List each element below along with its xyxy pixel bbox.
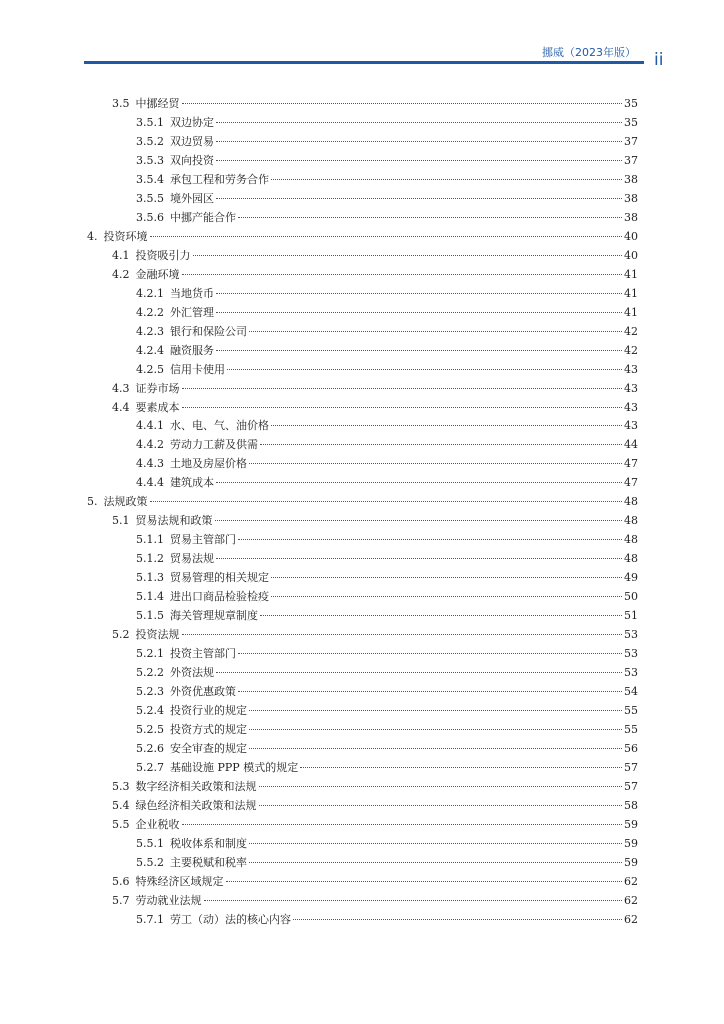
toc-entry-number: 5.2.5 bbox=[136, 723, 164, 736]
toc-entry-title: 企业税收 bbox=[135, 817, 180, 831]
toc-entry[interactable] bbox=[136, 587, 638, 606]
toc-entry[interactable] bbox=[87, 227, 638, 246]
toc-entry[interactable] bbox=[136, 416, 638, 435]
toc-entry-page: 43 bbox=[624, 362, 638, 376]
toc-dot-leader bbox=[249, 862, 622, 863]
toc-dot-leader bbox=[293, 919, 622, 920]
toc-dot-leader bbox=[215, 520, 623, 521]
toc-entry-title: 贸易法规 bbox=[170, 552, 214, 566]
toc-entry-number: 4. bbox=[87, 229, 98, 243]
toc-dot-leader bbox=[259, 805, 623, 806]
toc-entry-title: 投资主管部门 bbox=[170, 647, 236, 661]
toc-entry-title: 劳动力工薪及供需 bbox=[170, 438, 258, 452]
toc-entry-number: 4.2.2 bbox=[136, 305, 164, 319]
toc-entry[interactable] bbox=[112, 398, 638, 417]
toc-entry[interactable] bbox=[112, 246, 638, 265]
toc-entry[interactable] bbox=[136, 530, 638, 549]
toc-entry[interactable] bbox=[136, 606, 638, 625]
toc-entry-page: 56 bbox=[624, 741, 638, 755]
toc-entry-title: 融资服务 bbox=[170, 343, 214, 357]
toc-entry-title: 特殊经济区域规定 bbox=[135, 874, 224, 888]
toc-entry-number: 5.7.1 bbox=[136, 912, 164, 926]
toc-entry-page: 41 bbox=[624, 305, 638, 319]
toc-entry-page: 55 bbox=[624, 723, 638, 736]
toc-dot-leader bbox=[227, 369, 622, 370]
toc-entry-page: 43 bbox=[624, 419, 638, 433]
toc-entry-number: 5.7 bbox=[112, 893, 130, 907]
toc-entry-title: 投资方式的规定 bbox=[170, 723, 247, 736]
toc-entry-number: 4.2.3 bbox=[136, 324, 164, 338]
toc-entry-page: 48 bbox=[624, 533, 638, 547]
toc-entry-number: 4.2.4 bbox=[136, 343, 164, 357]
toc-entry-title: 信用卡使用 bbox=[170, 362, 225, 376]
toc-entry[interactable] bbox=[112, 891, 638, 910]
toc-entry-title: 土地及房屋价格 bbox=[170, 457, 247, 471]
toc-entry-title: 要素成本 bbox=[135, 400, 180, 414]
toc-entry[interactable] bbox=[136, 758, 638, 777]
toc-dot-leader bbox=[216, 160, 622, 161]
toc-entry-title: 贸易主管部门 bbox=[170, 533, 236, 547]
toc-dot-leader bbox=[260, 615, 622, 616]
toc-entry-title: 贸易法规和政策 bbox=[135, 514, 213, 528]
toc-dot-leader bbox=[204, 900, 623, 901]
page-number: ii bbox=[654, 50, 664, 70]
toc-dot-leader bbox=[216, 198, 622, 199]
toc-entry-number: 4.4 bbox=[112, 400, 130, 414]
toc-entry-number: 5.2.7 bbox=[136, 760, 164, 774]
toc-entry[interactable] bbox=[112, 625, 638, 644]
toc-dot-leader bbox=[271, 425, 622, 426]
toc-entry-page: 38 bbox=[624, 210, 638, 224]
toc-dot-leader bbox=[216, 558, 622, 559]
toc-entry[interactable] bbox=[112, 511, 638, 530]
toc-entry-page: 49 bbox=[624, 571, 638, 585]
toc-entry[interactable] bbox=[112, 815, 638, 834]
toc-entry-page: 38 bbox=[624, 172, 638, 186]
toc-dot-leader bbox=[259, 786, 623, 787]
toc-entry[interactable] bbox=[136, 701, 638, 720]
toc-dot-leader bbox=[216, 141, 622, 142]
toc-entry[interactable] bbox=[136, 473, 638, 492]
toc-entry-page: 50 bbox=[624, 590, 638, 604]
toc-entry[interactable] bbox=[112, 777, 638, 796]
toc-entry[interactable] bbox=[136, 322, 638, 341]
toc-entry-title: 水、电、气、油价格 bbox=[170, 419, 269, 433]
toc-entry[interactable] bbox=[136, 208, 638, 227]
toc-entry-number: 5.5.2 bbox=[136, 855, 164, 869]
toc-entry-page: 62 bbox=[624, 912, 638, 926]
toc-entry-page: 42 bbox=[624, 324, 638, 338]
toc-dot-leader bbox=[150, 501, 623, 502]
toc-entry[interactable] bbox=[136, 663, 638, 682]
toc-entry-number: 4.1 bbox=[112, 248, 130, 262]
toc-entry[interactable] bbox=[87, 492, 638, 511]
toc-entry-title: 基础设施 PPP 模式的规定 bbox=[170, 760, 299, 774]
toc-entry-page: 38 bbox=[624, 191, 638, 205]
toc-entry-number: 3.5.1 bbox=[136, 115, 164, 129]
toc-entry-page: 43 bbox=[624, 381, 638, 395]
toc-dot-leader bbox=[300, 767, 622, 768]
toc-entry-title: 证券市场 bbox=[135, 381, 180, 395]
toc-dot-leader bbox=[271, 596, 622, 597]
toc-entry-title: 海关管理规章制度 bbox=[170, 609, 258, 623]
toc-entry-page: 48 bbox=[624, 514, 638, 528]
toc-entry-number: 5.1 bbox=[112, 514, 130, 528]
toc-entry[interactable] bbox=[136, 549, 638, 568]
toc-entry-number: 4.4.2 bbox=[136, 438, 164, 452]
toc-entry-number: 5.1.2 bbox=[136, 552, 164, 566]
toc-entry-number: 5.1.4 bbox=[136, 590, 164, 604]
toc-entry-title: 承包工程和劳务合作 bbox=[170, 172, 269, 186]
toc-dot-leader bbox=[271, 577, 622, 578]
toc-entry[interactable] bbox=[136, 170, 638, 189]
toc-entry-page: 40 bbox=[624, 248, 638, 262]
running-header-title: 挪威（2023年版） bbox=[542, 46, 636, 59]
toc-entry-number: 5.2.2 bbox=[136, 666, 164, 680]
toc-entry[interactable] bbox=[136, 284, 638, 303]
toc-entry-number: 4.2.1 bbox=[136, 286, 164, 300]
header-rule bbox=[84, 61, 644, 64]
toc-entry-number: 3.5.4 bbox=[136, 172, 164, 186]
toc-dot-leader bbox=[216, 293, 622, 294]
toc-entry-title: 外资法规 bbox=[170, 666, 214, 680]
toc-dot-leader bbox=[238, 653, 622, 654]
toc-entry-title: 投资行业的规定 bbox=[170, 704, 247, 718]
toc-entry-number: 3.5.3 bbox=[136, 153, 164, 167]
toc-entry[interactable] bbox=[136, 189, 638, 208]
toc-entry-page: 47 bbox=[624, 476, 638, 490]
toc-entry-title: 主要税赋和税率 bbox=[170, 855, 247, 869]
toc-dot-leader bbox=[182, 824, 623, 825]
toc-entry-page: 57 bbox=[624, 779, 638, 793]
toc-entry[interactable] bbox=[136, 113, 638, 132]
toc-entry[interactable] bbox=[112, 265, 638, 284]
toc-entry-title: 投资吸引力 bbox=[135, 248, 191, 262]
toc-dot-leader bbox=[216, 122, 622, 123]
toc-dot-leader bbox=[249, 710, 622, 711]
toc-dot-leader bbox=[216, 350, 622, 351]
toc-entry-title: 投资法规 bbox=[135, 628, 180, 642]
toc-entry-title: 金融环境 bbox=[135, 267, 180, 281]
toc-entry-page: 62 bbox=[624, 874, 638, 888]
toc-dot-leader bbox=[216, 672, 622, 673]
toc-dot-leader bbox=[216, 312, 622, 313]
toc-entry-title: 双向投资 bbox=[170, 153, 214, 167]
toc-entry-number: 5.1.3 bbox=[136, 571, 164, 585]
toc-entry-number: 5.2 bbox=[112, 628, 130, 642]
toc-entry[interactable] bbox=[112, 796, 638, 815]
toc-dot-leader bbox=[226, 881, 623, 882]
toc-entry-number: 4.2 bbox=[112, 267, 130, 281]
toc-entry[interactable] bbox=[136, 834, 638, 853]
toc-entry-page: 40 bbox=[624, 229, 638, 243]
toc-entry-number: 5.2.3 bbox=[136, 685, 164, 699]
toc-entry-title: 绿色经济相关政策和法规 bbox=[135, 798, 257, 812]
toc-entry-number: 3.5 bbox=[112, 97, 130, 110]
toc-entry[interactable] bbox=[136, 454, 638, 473]
toc-entry-page: 59 bbox=[624, 836, 638, 850]
toc-entry-page: 41 bbox=[624, 267, 638, 281]
toc-entry-number: 5.5.1 bbox=[136, 836, 164, 850]
toc-entry-page: 42 bbox=[624, 343, 638, 357]
toc-dot-leader bbox=[193, 255, 623, 256]
toc-entry[interactable] bbox=[136, 341, 638, 360]
toc-entry-title: 劳工（动）法的核心内容 bbox=[170, 912, 291, 926]
toc-entry-page: 58 bbox=[624, 798, 638, 812]
toc-entry[interactable] bbox=[136, 132, 638, 151]
toc-dot-leader bbox=[249, 843, 622, 844]
toc-entry[interactable] bbox=[136, 435, 638, 454]
toc-entry-number: 4.2.5 bbox=[136, 362, 164, 376]
toc-entry-page: 53 bbox=[624, 647, 638, 661]
toc-dot-leader bbox=[271, 179, 622, 180]
toc-entry-title: 安全审查的规定 bbox=[170, 741, 247, 755]
toc-entry-page: 54 bbox=[624, 685, 638, 699]
toc-dot-leader bbox=[249, 331, 622, 332]
toc-entry-page: 43 bbox=[624, 400, 638, 414]
toc-entry-number: 4.4.1 bbox=[136, 419, 164, 433]
toc-entry[interactable] bbox=[136, 910, 638, 929]
toc-entry-page: 62 bbox=[624, 893, 638, 907]
toc-entry-number: 5.4 bbox=[112, 798, 130, 812]
toc-entry-number: 5.6 bbox=[112, 874, 130, 888]
toc-entry[interactable] bbox=[136, 853, 638, 872]
toc-entry-number: 5.2.6 bbox=[136, 741, 164, 755]
toc-entry-page: 59 bbox=[624, 817, 638, 831]
toc-dot-leader bbox=[216, 482, 622, 483]
toc-entry-page: 53 bbox=[624, 666, 638, 680]
toc-entry-page: 47 bbox=[624, 457, 638, 471]
toc-entry-number: 4.4.3 bbox=[136, 457, 164, 471]
toc-entry-title: 劳动就业法规 bbox=[135, 893, 202, 907]
toc-entry-title: 税收体系和制度 bbox=[170, 836, 247, 850]
toc-entry-page: 57 bbox=[624, 760, 638, 774]
toc-entry-title: 境外园区 bbox=[170, 191, 214, 205]
toc-entry[interactable] bbox=[136, 151, 638, 170]
toc-entry-number: 5.1.5 bbox=[136, 609, 164, 623]
toc-entry-page: 48 bbox=[624, 495, 638, 509]
toc-dot-leader bbox=[182, 407, 623, 408]
toc-entry-title: 法规政策 bbox=[103, 495, 148, 509]
toc-entry[interactable] bbox=[136, 568, 638, 587]
toc-dot-leader bbox=[150, 236, 623, 237]
toc-entry-page: 41 bbox=[624, 286, 638, 300]
toc-dot-leader bbox=[182, 388, 623, 389]
toc-entry-title: 数字经济相关政策和法规 bbox=[135, 779, 257, 793]
toc-dot-leader bbox=[238, 217, 622, 218]
toc-entry[interactable] bbox=[136, 682, 638, 701]
toc-entry-title: 银行和保险公司 bbox=[170, 324, 247, 338]
toc-entry-title: 进出口商品检验检疫 bbox=[170, 590, 269, 604]
toc-entry[interactable] bbox=[136, 644, 638, 663]
toc-entry-number: 3.5.2 bbox=[136, 134, 164, 148]
toc-dot-leader bbox=[182, 274, 623, 275]
toc-entry-number: 5.1.1 bbox=[136, 533, 164, 547]
toc-entry-title: 双边贸易 bbox=[170, 134, 214, 148]
toc-dot-leader bbox=[238, 539, 622, 540]
toc-entry-title: 当地货币 bbox=[170, 286, 214, 300]
toc-entry[interactable] bbox=[136, 360, 638, 379]
toc-entry[interactable] bbox=[136, 303, 638, 322]
toc-entry-number: 5.3 bbox=[112, 779, 130, 793]
toc-dot-leader bbox=[238, 691, 622, 692]
toc-entry[interactable] bbox=[136, 739, 638, 758]
toc-entry-page: 53 bbox=[624, 628, 638, 642]
toc-entry-title: 贸易管理的相关规定 bbox=[170, 571, 269, 585]
toc-entry-title: 双边协定 bbox=[170, 115, 214, 129]
toc-dot-leader bbox=[249, 729, 622, 730]
toc-entry-page: 55 bbox=[624, 704, 638, 718]
toc-entry-page: 37 bbox=[624, 134, 638, 148]
toc-dot-leader bbox=[249, 748, 622, 749]
toc-dot-leader bbox=[249, 463, 622, 464]
toc-entry-title: 中挪产能合作 bbox=[170, 210, 236, 224]
toc-entry-page: 35 bbox=[624, 97, 638, 110]
toc-entry-page: 59 bbox=[624, 855, 638, 869]
toc-entry-number: 5.2.4 bbox=[136, 704, 164, 718]
toc-dot-leader bbox=[182, 103, 623, 104]
toc-entry-number: 3.5.5 bbox=[136, 191, 164, 205]
toc-entry-page: 51 bbox=[624, 609, 638, 623]
toc-entry[interactable] bbox=[112, 872, 638, 891]
toc-entry-number: 4.4.4 bbox=[136, 476, 164, 490]
toc-entry-title: 投资环境 bbox=[103, 229, 148, 243]
toc-entry-page: 44 bbox=[624, 438, 638, 452]
toc-dot-leader bbox=[260, 444, 622, 445]
toc-entry-page: 37 bbox=[624, 153, 638, 167]
toc-entry-title: 中挪经贸 bbox=[135, 97, 180, 110]
toc-entry-title: 建筑成本 bbox=[170, 476, 214, 490]
toc-entry-number: 5.2.1 bbox=[136, 647, 164, 661]
toc-entry[interactable] bbox=[112, 94, 638, 113]
toc-entry-title: 外汇管理 bbox=[170, 305, 214, 319]
toc-entry[interactable] bbox=[112, 379, 638, 398]
toc-entry-number: 5. bbox=[87, 495, 98, 509]
toc-entry[interactable] bbox=[136, 720, 638, 739]
toc-entry-title: 外资优惠政策 bbox=[170, 685, 236, 699]
toc-entry-page: 35 bbox=[624, 115, 638, 129]
toc-entry-number: 3.5.6 bbox=[136, 210, 164, 224]
toc-entry-page: 48 bbox=[624, 552, 638, 566]
toc-entry-number: 4.3 bbox=[112, 381, 130, 395]
toc-entry-number: 5.5 bbox=[112, 817, 130, 831]
toc-dot-leader bbox=[182, 634, 623, 635]
